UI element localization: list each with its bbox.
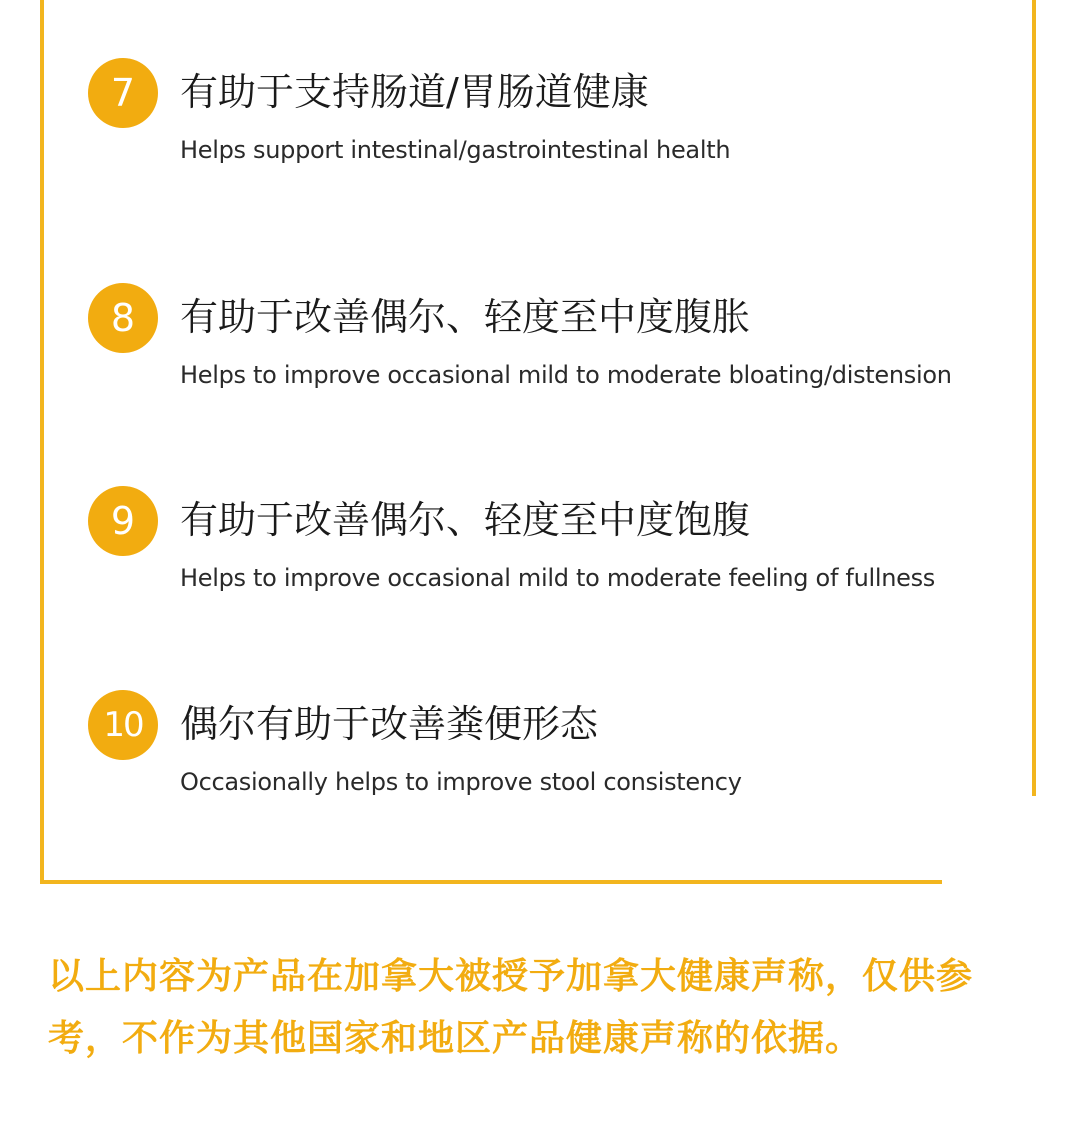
- frame-right-border: [1032, 0, 1036, 796]
- number-badge: 8: [88, 283, 158, 353]
- frame-left-border: [40, 0, 44, 884]
- claim-title-english: Occasionally helps to improve stool consistency: [180, 768, 742, 796]
- number-badge: 9: [88, 486, 158, 556]
- claim-title-chinese: 有助于改善偶尔、轻度至中度腹胀: [180, 295, 751, 339]
- claim-title-english: Helps to improve occasional mild to moderate bloating/distension: [180, 361, 952, 389]
- claim-title-chinese: 有助于支持肠道/胃肠道健康: [180, 70, 649, 114]
- claim-title-chinese: 偶尔有助于改善粪便形态: [180, 702, 599, 746]
- disclaimer-text: 以上内容为产品在加拿大被授予加拿大健康声称，仅供参考，不作为其他国家和地区产品健康声称的依据。: [48, 956, 974, 1059]
- number-badge: 7: [88, 58, 158, 128]
- claim-title-chinese: 有助于改善偶尔、轻度至中度饱腹: [180, 498, 751, 542]
- number-badge: 10: [88, 690, 158, 760]
- frame-bottom-border: [40, 880, 942, 884]
- claim-title-english: Helps support intestinal/gastrointestinal health: [180, 136, 731, 164]
- claim-title-english: Helps to improve occasional mild to moderate feeling of fullness: [180, 564, 935, 592]
